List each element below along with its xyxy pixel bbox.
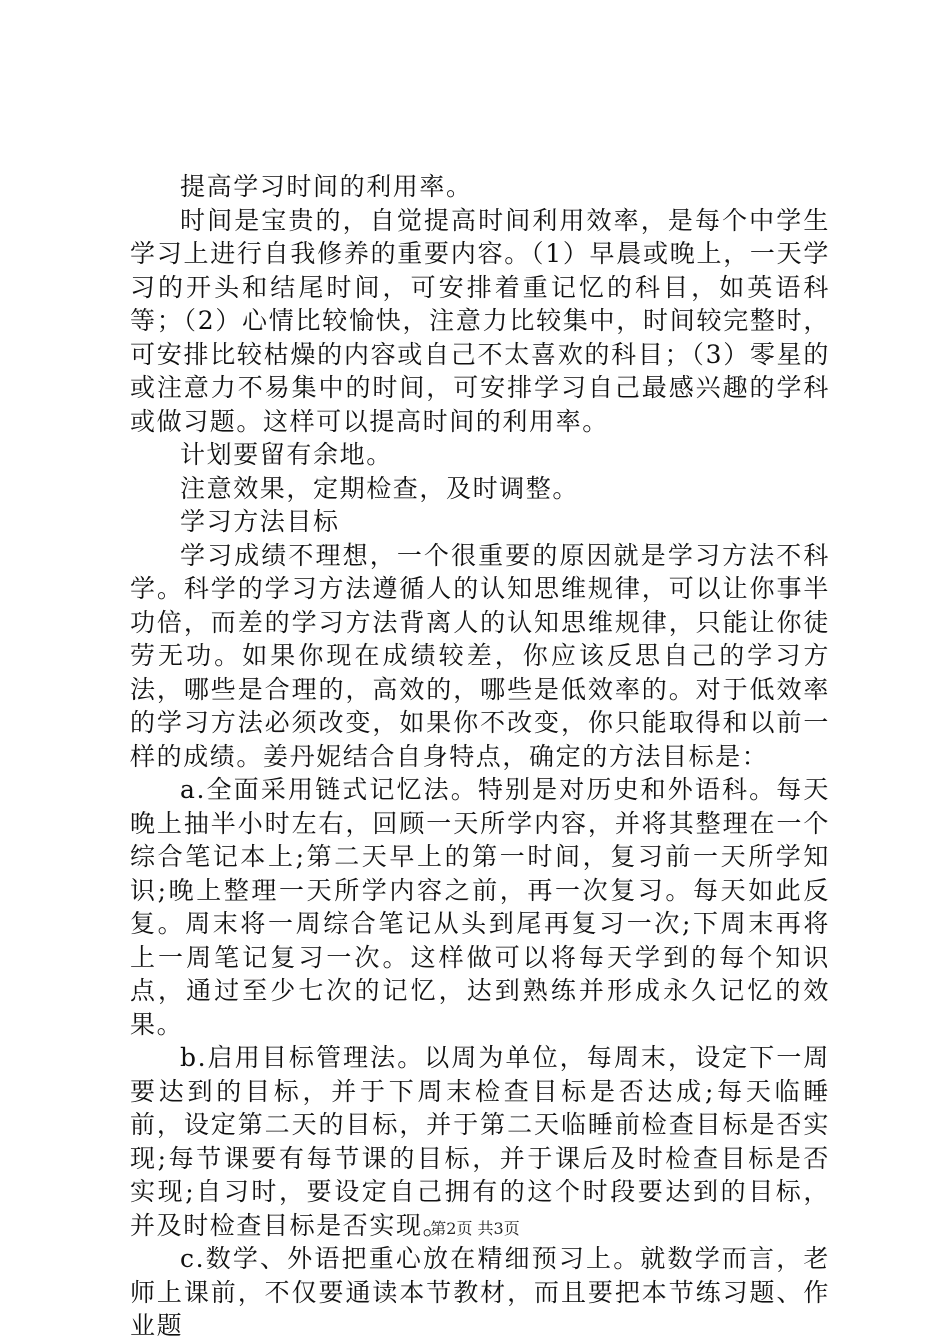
paragraph: b.启用目标管理法。以周为单位，每周末，设定下一周要达到的目标，并于下周末检查目标是否达成;每天临睡前，设定第二天的目标，并于第二天临睡前检查目标是否实现;每节课要有每节课的目标，并于课后及时检查目标是否实现;自习时，要设定自己拥有的这个时段要达到的目标，并及时检查目标是否实现。 [130,1043,830,1240]
paragraph: a.全面采用链式记忆法。特别是对历史和外语科。每天晚上抽半小时左右，回顾一天所学内容，并将其整理在一个综合笔记本上;第二天早上的第一时间，复习前一天所学知识;晚上整理一天所学内容之前，再一次复习。每天如此反复。周末将一周综合笔记从头到尾再复习一次;下周末再将上一周笔记复习一次。这样做可以将每天学到的每个知识点，通过至少七次的记忆，达到熟练并形成永久记忆的效果。 [130,775,830,1039]
page-footer: 第2页 共3页 [430,1219,520,1238]
section-heading: 学习方法目标 [180,507,340,536]
paragraph: 计划要留有余地。 [180,440,393,469]
paragraph: 注意效果，定期检查，及时调整。 [180,473,580,503]
document-body [130,170,830,1343]
paragraph: 学习成绩不理想，一个很重要的原因就是学习方法不科学。科学的学习方法遵循人的认知思维规律，可以让你事半功倍，而差的学习方法背离人的认知思维规律，只能让你徒劳无功。如果你现在成绩较差，你应该反思自己的学习方法，哪些是合理的，高效的，哪些是低效率的。对于低效率的学习方法必须改变，如果你不改变，你只能取得和以前一样的成绩。姜丹妮结合自身特点，确定的方法目标是： [130,540,830,771]
paragraph: c.数学、外语把重心放在精细预习上。就数学而言，老师上课前，不仅要通读本节教材，而且要把本节练习题、作业题 [130,1244,830,1340]
paragraph: 提高学习时间的利用率。 [180,172,473,201]
paragraph: 时间是宝贵的，自觉提高时间利用效率，是每个中学生学习上进行自我修养的重要内容。（1）早晨或晚上，一天学习的开头和结尾时间，可安排着重记忆的科目，如英语科等；（2）心情比较愉快，注意力比较集中，时间较完整时，可安排比较枯燥的内容或自己不太喜欢的科目；（3）零星的或注意力不易集中的时间，可安排学习自己最感兴趣的学科或做习题。这样可以提高时间的利用率。 [130,205,830,436]
